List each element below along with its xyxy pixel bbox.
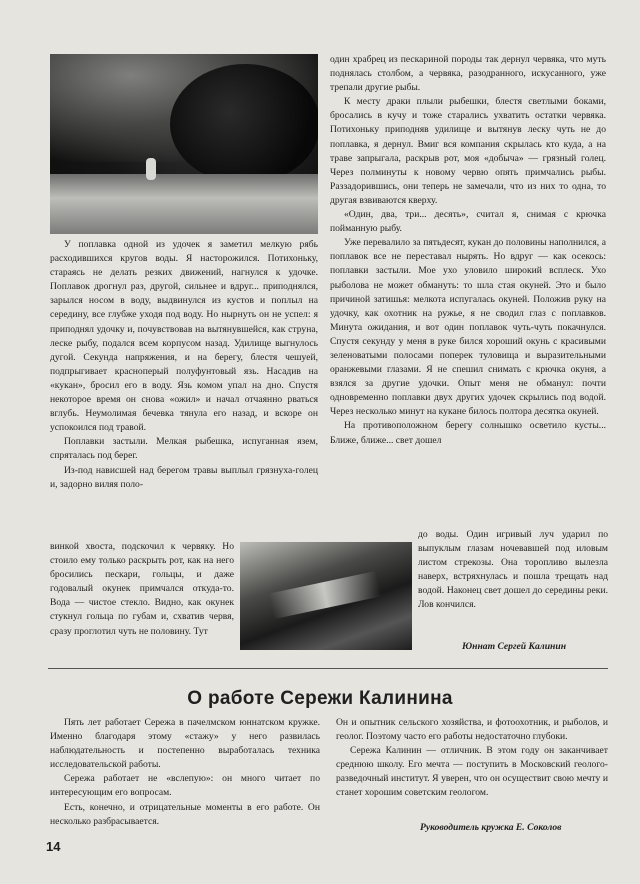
paragraph: Уже перевалило за пятьдесят, кукан до половины наполнился, а поплавок все не переставал нырять. Но вдруг — как осекось: поплавки застыли. Мое ухо уловило широкий всплеск. Ухо рыболова не может обмануть: то шла стая окуней. Это и было причиной затишья: мелкота испугалась окуней. Положив руку на удочку, как охотник на ружье, я не сводил глаз с поплавков. Минута ожидания, и вот один поплавок чуть-чуть покачнулся. Спустя секунду у меня в руке бился хороший окунь с красивыми зеленоватыми полосами поперек туловища и выразительными оранжевыми глазами. Я не спешил снимать с крючка окуня, а взялся за другие удочки. Опыт меня не обманул: почти одновременно поплавки двух других удочек скрылись под водой. Через несколько минут на кукане билось полтора десятка окуней. [330,237,606,418]
paragraph: Пять лет работает Сережа в пачелмском юннатском кружке. Именно благодаря этому «стажу» у него развилась наблюдательность и постепенно выработалась техника исследовательской работы. [50,717,320,771]
paragraph: Сережа Калинин — отличник. В этом году он заканчивает среднюю школу. Его мечта — поступить в Московский геолого-разведочный институт. Я уверен, что он осуществит свою мечту и станет хорошим советским геологом. [336,745,608,799]
page-number: 14 [46,839,61,854]
paragraph: Поплавки застыли. Мелкая рыбешка, испуганная язем, спряталась под берег. [50,436,318,462]
paragraph: «Один, два, три... десять», считал я, снимая с крючка пойманную рыбу. [330,209,606,235]
paragraph: У поплавка одной из удочек я заметил мелкую рябь расходившихся кругов воды. Я насторожился. Потихоньку, стараясь не делать резких движений, нагнулся к удочке. Поплавок дрогнул раз, другой, сильнее и вдруг... приподнялся, зарылся носом в воду, выдвинулся из кустов и поплыл на середину, все глубже уходя под воду. Но нырнуть он не успел: я приподнял удочку и, почувствовав на вытянувшейся, как струна, леске рыбу, подался всем корпусом назад. Удилище выгнулось дугой. Секунда напряжения, и на берегу, блестя чешуей, подпрыгивает краснoперый полуфунтовый язь. Насадив на «кукан», бросил его в воду. Язь комом упал на дно. Спустя некоторое время он снова «ожил» и начал отчаянно рваться вглубь. Неумолимая бечевка тянула его назад, и вскоре он успокоился под травой. [50,239,318,434]
article-column-left [50,716,320,829]
article-column-right [336,716,608,801]
story-column-left [50,238,318,492]
paragraph: Он и опытник сельского хозяйства, и фотоохотник, и рыболов, и геолог. Поэтому часто его работы недостаточно глубоки. [336,717,608,743]
story-column-right-top [330,53,606,448]
article-title: О работе Сережи Калинина [187,688,453,709]
paragraph: На противоположном берегу солнышко осветило кусты... Ближе, ближе... свет дошел [330,420,606,446]
story-wrap-right [418,528,608,613]
paragraph: Сережа работает не «вслепую»: он много читает по интересующим его вопросам. [50,773,320,799]
story-signature: Юннат Сергей Калинин [462,641,567,652]
paragraph: один храбрец из пескариной породы так дернул червяка, что муть поднялась столбом, а червяка, разодранного, искусанного, уже трепали другие рыбы. [330,54,606,94]
section-divider [48,668,608,669]
paragraph: до воды. Один игривый луч ударил по выпуклым глазам ночевавшей под иловым листом стрекозы. Она торопливо вылезла наверх, встряхнулась и пошла трещать над водой. Наконец свет дошел до середины реки. Лов кончился. [418,529,608,611]
article-signature: Руководитель кружка Е. Соколов [420,822,562,833]
paragraph: К месту драки плыли рыбешки, блестя светлыми боками, бросались в кучу и тоже старались ухватить остатки червяка. Потихоньку приподняв удилище и вытянув леску чуть не до поплавка, я дернул. Вмиг вся компания скрылась кто куда, а на траве запрыгала, раскрыв рот, моя «добыча» — грязный голец. Через полминуты к новому червю опять примчались рыбы. Раззадорившись, они теперь не замечали, что из них то одна, то другая взвиваются кверху. [330,96,606,206]
paragraph: Есть, конечно, и отрицательные моменты в его работе. Он несколько разбрасывается. [50,801,320,827]
paragraph: винкой хвоста, подскочил к червяку. Но стоило ему только раскрыть рот, как на него бросились пескари, гольцы, и даже годовалый окунек примчался откуда-то. Вода — чистое стекло. Видно, как окунек стукнул гольца по губам и, схватив червя, сразу проглотил чуть не половину. Тут [50,541,234,637]
story-wrap-left [50,540,234,639]
river-photo-boy-fishing [50,54,318,234]
paragraph: Из-под нависшей над берегом травы выплыл грязнуха-голец и, задорно виляя поло- [50,464,318,490]
river-bank-photo [240,542,412,650]
